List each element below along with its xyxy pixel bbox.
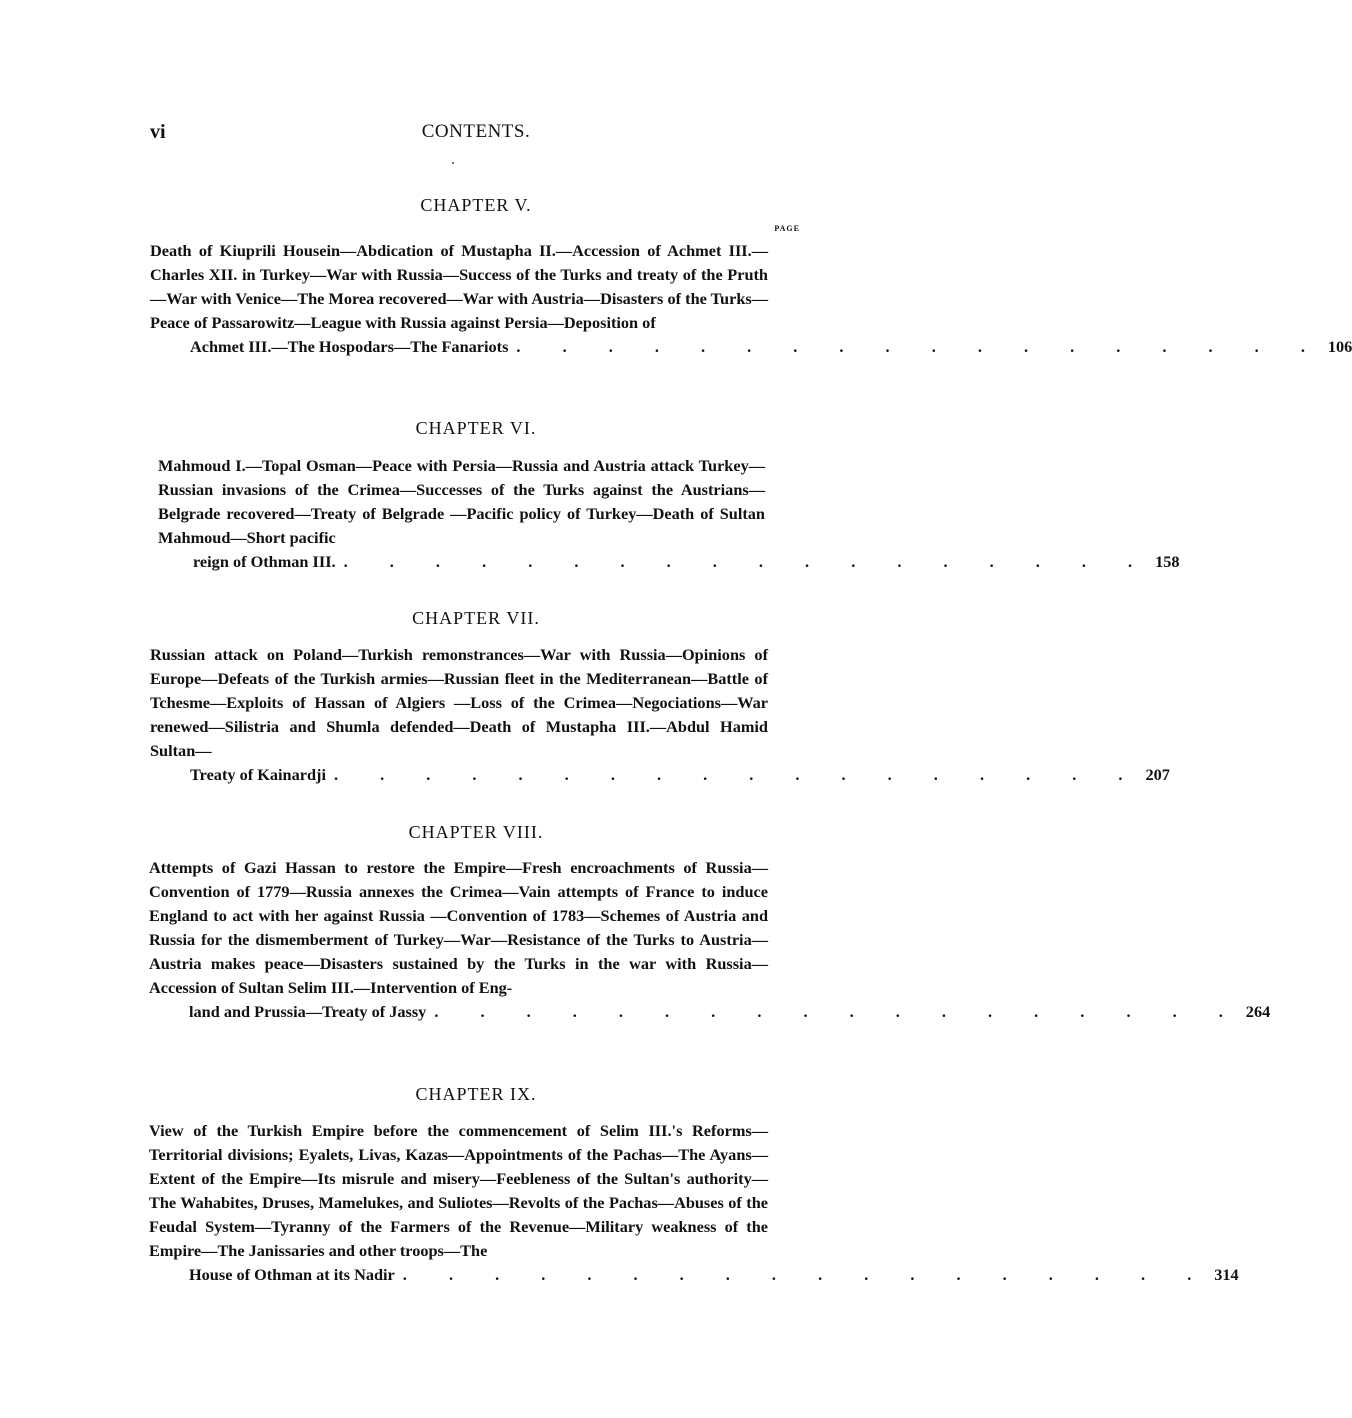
chapter-summary	[150, 643, 1170, 787]
page-ref: 207	[1145, 765, 1170, 784]
toc-entry-line	[189, 1263, 1239, 1287]
page-number: vi	[150, 121, 166, 143]
summary-last-line: House of Othman at its Nadir	[189, 1265, 395, 1284]
toc-entry-line	[190, 335, 1352, 359]
chapter-title: CHAPTER VI.	[415, 418, 537, 438]
summary-last-line: Achmet III.—The Hospodars—The Fanariots	[190, 337, 509, 356]
chapter-summary	[150, 239, 1352, 359]
summary-text: Death of Kiuprili Housein—Abdication of Mustapha II.—Accession of Achmet III.—Charles XII. in Turkey—War with Russia—Success of the Turks and treaty of the Pruth—War with Venice—The Morea recovered—War with Austria—Disasters of the Turks—Peace of Passarowitz—League with Russia against Persia—Deposition of	[150, 241, 768, 332]
chapter-summary	[149, 1119, 1239, 1287]
summary-text: View of the Turkish Empire before the commencement of Selim III.'s Reforms—Territorial divisions; Eyalets, Livas, Kazas—Appointments of the Pachas—The Ayans—Extent of the Empire—Its misrule and misery—Feebleness of the Sultan's authority—The Wahabites, Druses, Mamelukes, and Suliotes—Revolts of the Pachas—Abuses of the Feudal System—Tyranny of the Farmers of the Revenue—Military weakness of the Empire—The Janissaries and other troops—The	[149, 1121, 768, 1260]
dot-leader: . . . . . . . . . . . . . . . . . .	[516, 337, 1324, 356]
toc-entry-line	[193, 550, 1180, 574]
dot-leader: . . . . . . . . . . . . . . . . . .	[343, 552, 1152, 571]
page-column-label: PAGE	[774, 224, 800, 233]
dot-leader: . . . . . . . . . . . . . . . . . .	[434, 1002, 1242, 1021]
chapter-title: CHAPTER VII.	[412, 608, 540, 628]
summary-text: Russian attack on Poland—Turkish remonstrances—War with Russia—Opinions of Europe—Defeats of the Turkish armies—Russian fleet in the Mediterranean—Battle of Tchesme—Exploits of Hassan of Algiers —Loss of the Crimea—Negociations—War renewed—Silistria and Shumla defended—Death of Mustapha III.—Abdul Hamid Sultan—	[150, 645, 768, 760]
page-ref: 314	[1214, 1265, 1239, 1284]
summary-last-line: reign of Othman III.	[193, 552, 336, 571]
chapter-title: CHAPTER VIII.	[408, 822, 544, 842]
chapter-title: CHAPTER V.	[420, 195, 532, 215]
page-ref: 158	[1155, 552, 1180, 571]
print-speck	[452, 162, 454, 164]
chapter-summary	[158, 454, 1180, 574]
summary-last-line: Treaty of Kainardji	[190, 765, 326, 784]
toc-entry-line	[189, 1000, 1271, 1024]
summary-last-line: land and Prussia—Treaty of Jassy	[189, 1002, 427, 1021]
summary-text: Attempts of Gazi Hassan to restore the Empire—Fresh encroachments of Russia—Convention of 1779—Russia annexes the Crimea—Vain attempts of France to induce England to act with her against Russia —Convention of 1783—Schemes of Austria and Russia for the dismemberment of Turkey—War—Resistance of the Turks to Austria—Austria makes peace—Disasters sustained by the Turks in the war with Russia—Accession of Sultan Selim III.—Intervention of Eng-	[149, 858, 768, 997]
dot-leader: . . . . . . . . . . . . . . . . . .	[402, 1265, 1211, 1284]
summary-text: Mahmoud I.—Topal Osman—Peace with Persia—Russia and Austria attack Turkey—Russian invasions of the Crimea—Successes of the Turks against the Austrians—Belgrade recovered—Treaty of Belgrade —Pacific policy of Turkey—Death of Sultan Mahmoud—Short pacific	[158, 456, 765, 547]
chapter-summary	[149, 856, 1271, 1024]
page-ref: 264	[1245, 1002, 1271, 1021]
page-ref: 106	[1327, 337, 1352, 356]
toc-entry-line	[190, 763, 1170, 787]
dot-leader: . . . . . . . . . . . . . . . . . .	[333, 765, 1142, 784]
page-header	[0, 121, 1000, 149]
chapter-title: CHAPTER IX.	[415, 1084, 537, 1104]
running-title: CONTENTS.	[421, 121, 531, 142]
